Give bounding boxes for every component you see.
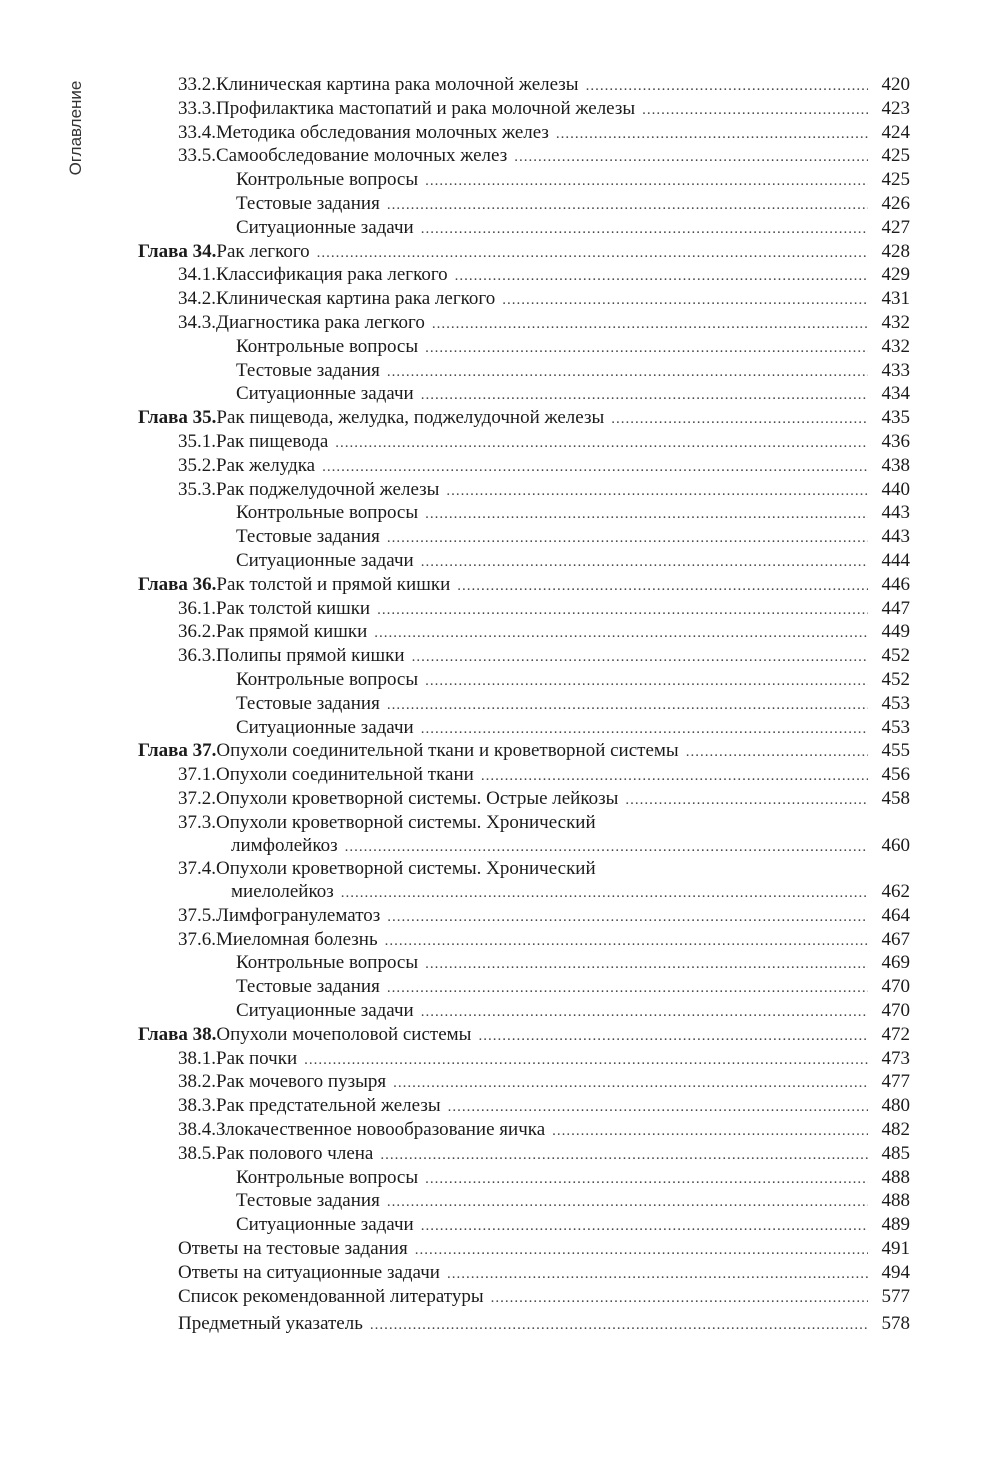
toc-entry-number: 37.1.: [178, 764, 216, 786]
table-of-contents: [138, 74, 910, 1337]
toc-entry-title: Тестовые задания: [236, 692, 380, 714]
toc-entry-line: [138, 740, 910, 764]
toc-entry-title: Рак поджелудочной железы: [216, 478, 440, 500]
toc-entry-title: Тестовые задания: [236, 192, 380, 214]
toc-entry[interactable]: [138, 1286, 910, 1310]
toc-entry-number: 38.1.: [178, 1047, 216, 1069]
toc-entry[interactable]: [138, 764, 910, 788]
toc-entry-number: 36.3.: [178, 645, 216, 667]
toc-entry[interactable]: [138, 455, 910, 479]
running-head: Оглавление: [66, 80, 85, 176]
toc-entry-title: Тестовые задания: [236, 1190, 380, 1212]
toc-page-number: 455: [881, 740, 910, 762]
toc-entry-line: [138, 1190, 910, 1214]
toc-entry[interactable]: [138, 1238, 910, 1262]
toc-entry-number: 37.2.: [178, 787, 216, 809]
toc-entry-title: Ситуационные задачи: [236, 1000, 414, 1022]
toc-entry-number: 38.4.: [178, 1119, 216, 1141]
toc-entry-title: Рак предстательной железы: [216, 1095, 441, 1117]
toc-entry-title: Клиническая картина рака легкого: [216, 288, 496, 310]
toc-entry[interactable]: [138, 360, 910, 384]
dot-leader: [425, 1168, 868, 1191]
toc-chapter-entry[interactable]: [138, 241, 910, 265]
toc-page-number: 449: [881, 621, 910, 643]
toc-entry-line: [138, 1000, 910, 1024]
toc-chapter-entry[interactable]: [138, 740, 910, 764]
toc-entry-line: [138, 574, 910, 598]
toc-entry-title: Рак желудка: [216, 454, 316, 476]
toc-entry-title: Предметный указатель: [178, 1313, 363, 1335]
toc-entry[interactable]: [138, 788, 910, 812]
toc-entry-title: Контрольные вопросы: [236, 1166, 419, 1188]
chapter-number: Глава 38.: [138, 1023, 217, 1045]
toc-entry-line: [138, 858, 910, 881]
toc-entry-title: Злокачественное новообразование яичка: [216, 1119, 546, 1141]
toc-page-number: 462: [881, 881, 910, 903]
toc-entry[interactable]: [138, 1262, 910, 1286]
toc-entry-title: Полипы прямой кишки: [216, 645, 405, 667]
toc-entry[interactable]: [138, 550, 910, 574]
toc-page-number: 438: [881, 454, 910, 476]
dot-leader: [380, 1144, 868, 1167]
toc-entry-line: [138, 1071, 910, 1095]
toc-entry-title: Контрольные вопросы: [236, 668, 419, 690]
toc-entry[interactable]: [138, 1214, 910, 1238]
dot-leader: [412, 646, 868, 669]
dot-leader: [625, 789, 868, 812]
toc-entry[interactable]: [138, 1000, 910, 1024]
toc-entry-number: 33.4.: [178, 121, 216, 143]
toc-entry-title: Ситуационные задачи: [236, 383, 414, 405]
toc-entry-line: [138, 360, 910, 384]
toc-entry-title: Рак толстой кишки: [216, 597, 371, 619]
toc-entry-title: Рак пищевода: [216, 430, 329, 452]
toc-entry-title: Опухоли мочеполовой системы: [216, 1023, 472, 1045]
toc-entry[interactable]: [138, 858, 910, 905]
dot-leader: [415, 1239, 868, 1262]
toc-page-number: 491: [881, 1238, 910, 1260]
toc-page-number: 467: [881, 928, 910, 950]
toc-entry[interactable]: [138, 1048, 910, 1072]
toc-entry-line: [138, 764, 910, 788]
toc-entry[interactable]: [138, 812, 910, 859]
toc-entry-line: [138, 1119, 910, 1143]
dot-leader: [387, 1191, 868, 1214]
toc-page-number: 489: [881, 1214, 910, 1236]
toc-page-number: 433: [881, 359, 910, 381]
dot-leader: [611, 408, 868, 431]
toc-entry-title: Рак мочевого пузыря: [216, 1071, 387, 1093]
dot-leader: [421, 1001, 868, 1024]
toc-page-number: 432: [881, 335, 910, 357]
toc-page-number: 469: [881, 952, 910, 974]
toc-entry-title: Список рекомендованной литературы: [178, 1285, 484, 1307]
toc-entry[interactable]: [138, 1190, 910, 1214]
toc-entry-title: Ситуационные задачи: [236, 549, 414, 571]
toc-entry-line: [138, 407, 910, 431]
toc-entry-number: 33.3.: [178, 97, 216, 119]
toc-entry-line: [138, 952, 910, 976]
toc-entry-line: [138, 217, 910, 241]
toc-page-number: 458: [881, 787, 910, 809]
dot-leader: [425, 953, 868, 976]
toc-entry-title: Ситуационные задачи: [236, 216, 414, 238]
toc-entry-line: [138, 1167, 910, 1191]
dot-leader: [425, 670, 868, 693]
toc-page-number: 578: [881, 1313, 910, 1335]
toc-entry-title: Опухоли кроветворной системы. Хронический: [216, 858, 596, 880]
toc-entry-title-continuation: миелолейкоз: [231, 881, 334, 903]
toc-entry-line: [138, 645, 910, 669]
toc-entry-line: [138, 621, 910, 645]
toc-entry-number: 34.1.: [178, 264, 216, 286]
toc-entry-title: Рак почки: [216, 1047, 298, 1069]
toc-page-number: 420: [881, 74, 910, 95]
toc-entry-line: [138, 122, 910, 146]
toc-entry[interactable]: [138, 717, 910, 741]
toc-entry[interactable]: [138, 526, 910, 550]
toc-entry[interactable]: [138, 929, 910, 953]
toc-entry[interactable]: [138, 905, 910, 929]
toc-page-number: 464: [881, 904, 910, 926]
toc-entry[interactable]: [138, 1167, 910, 1191]
toc-entry-title: Рак пищевода, желудка, поджелудочной железы: [216, 407, 605, 429]
dot-leader: [432, 313, 868, 336]
toc-page-number: 472: [881, 1023, 910, 1045]
toc-entry-line: [138, 312, 910, 336]
toc-entry-line: [138, 264, 910, 288]
toc-page-number: 425: [881, 169, 910, 191]
toc-entry-number: 36.2.: [178, 621, 216, 643]
chapter-number: Глава 34.: [138, 240, 217, 262]
toc-entry-line: [138, 693, 910, 717]
chapter-number: Глава 37.: [138, 740, 217, 762]
toc-entry-title: Лимфогранулематоз: [216, 904, 381, 926]
dot-leader: [393, 1072, 868, 1095]
toc-entry-line: [138, 455, 910, 479]
toc-entry-title: Рак толстой и прямой кишки: [216, 573, 451, 595]
toc-page-number: 444: [881, 549, 910, 571]
toc-entry-line: [138, 929, 910, 953]
toc-entry[interactable]: [138, 479, 910, 503]
toc-entry-line: [138, 526, 910, 550]
toc-page-number: 440: [881, 478, 910, 500]
dot-leader: [317, 242, 868, 265]
toc-entry-number: 38.3.: [178, 1095, 216, 1117]
toc-entry-line: [138, 812, 910, 835]
toc-entry[interactable]: [138, 952, 910, 976]
toc-entry-line: [138, 669, 910, 693]
dot-leader: [491, 1287, 868, 1310]
toc-entry-title: Контрольные вопросы: [236, 502, 419, 524]
dot-leader: [455, 265, 868, 288]
toc-page-number: 428: [881, 240, 910, 262]
toc-entry-number: 38.5.: [178, 1142, 216, 1164]
toc-entry-line: [138, 479, 910, 503]
toc-page-number: 480: [881, 1095, 910, 1117]
toc-entry[interactable]: [138, 336, 910, 360]
toc-entry[interactable]: [138, 312, 910, 336]
toc-entry[interactable]: [138, 169, 910, 193]
toc-page-number: 470: [881, 1000, 910, 1022]
dot-leader: [586, 75, 868, 98]
toc-entry-line: [138, 383, 910, 407]
dot-leader: [345, 836, 868, 859]
toc-page-number: 482: [881, 1119, 910, 1141]
toc-entry[interactable]: [138, 502, 910, 526]
toc-entry-line: [138, 550, 910, 574]
toc-entry-title: Тестовые задания: [236, 526, 380, 548]
toc-entry-title: Рак полового члена: [216, 1142, 374, 1164]
dot-leader: [387, 977, 868, 1000]
toc-entry-title: Ответы на ситуационные задачи: [178, 1261, 440, 1283]
dot-leader: [377, 599, 868, 622]
toc-entry-title: Ответы на тестовые задания: [178, 1238, 408, 1260]
toc-entry[interactable]: [138, 431, 910, 455]
toc-entry[interactable]: [138, 1095, 910, 1119]
toc-entry-line: [138, 905, 910, 929]
toc-entry-line: [138, 835, 910, 859]
dot-leader: [335, 432, 868, 455]
dot-leader: [446, 480, 868, 503]
toc-page-number: 435: [881, 407, 910, 429]
toc-entry[interactable]: [138, 645, 910, 669]
dot-leader: [387, 361, 868, 384]
toc-page-number: 446: [881, 573, 910, 595]
toc-chapter-entry[interactable]: [138, 407, 910, 431]
toc-entry-line: [138, 1048, 910, 1072]
dot-leader: [425, 337, 868, 360]
dot-leader: [421, 1215, 868, 1238]
dot-leader: [341, 882, 868, 905]
toc-entry-line: [138, 1214, 910, 1238]
dot-leader: [502, 289, 868, 312]
toc-entry[interactable]: [138, 74, 910, 98]
toc-entry-line: [138, 502, 910, 526]
toc-entry-number: 37.5.: [178, 904, 216, 926]
toc-entry-title: Опухоли кроветворной системы. Хронический: [216, 811, 596, 833]
dot-leader: [552, 1120, 868, 1143]
toc-entry-title: Классификация рака легкого: [216, 264, 448, 286]
toc-entry-line: [138, 98, 910, 122]
toc-entry-title: Тестовые задания: [236, 976, 380, 998]
toc-page-number: 434: [881, 383, 910, 405]
toc-entry-line: [138, 74, 910, 98]
chapter-number: Глава 36.: [138, 573, 217, 595]
toc-entry[interactable]: [138, 98, 910, 122]
toc-entry-line: [138, 241, 910, 265]
toc-page-number: 443: [881, 502, 910, 524]
toc-entry[interactable]: [138, 669, 910, 693]
toc-page-number: 577: [881, 1285, 910, 1307]
toc-entry-line: [138, 1286, 910, 1310]
toc-page-number: 470: [881, 976, 910, 998]
toc-entry-title: Методика обследования молочных желез: [216, 121, 549, 143]
toc-entry-title: Диагностика рака легкого: [216, 311, 425, 333]
dot-leader: [387, 906, 868, 929]
toc-page-number: 485: [881, 1142, 910, 1164]
dot-leader: [421, 384, 868, 407]
toc-entry-line: [138, 288, 910, 312]
toc-page-number: 488: [881, 1190, 910, 1212]
dot-leader: [421, 551, 868, 574]
toc-entry-line: [138, 431, 910, 455]
toc-entry-number: 33.2.: [178, 74, 216, 95]
toc-entry-line: [138, 169, 910, 193]
toc-entry-number: 36.1.: [178, 597, 216, 619]
dot-leader: [421, 718, 868, 741]
dot-leader: [374, 622, 868, 645]
toc-entry[interactable]: [138, 976, 910, 1000]
toc-entry-line: [138, 717, 910, 741]
toc-entry-number: 37.3.: [178, 811, 216, 833]
dot-leader: [642, 99, 868, 122]
toc-entry[interactable]: [138, 122, 910, 146]
toc-entry[interactable]: [138, 288, 910, 312]
toc-entry[interactable]: [138, 1313, 910, 1337]
dot-leader: [457, 575, 868, 598]
toc-entry-title: Контрольные вопросы: [236, 335, 419, 357]
toc-entry-title: Профилактика мастопатий и рака молочной железы: [216, 97, 636, 119]
dot-leader: [387, 194, 868, 217]
dot-leader: [370, 1314, 868, 1337]
dot-leader: [304, 1049, 868, 1072]
toc-entry[interactable]: [138, 598, 910, 622]
toc-entry-title: Ситуационные задачи: [236, 1214, 414, 1236]
toc-page-number: 453: [881, 716, 910, 738]
dot-leader: [478, 1025, 868, 1048]
dot-leader: [425, 503, 868, 526]
toc-entry-number: 37.6.: [178, 928, 216, 950]
dot-leader: [481, 765, 868, 788]
dot-leader: [447, 1263, 868, 1286]
toc-entry-title: Рак прямой кишки: [216, 621, 368, 643]
toc-entry-title: Опухоли кроветворной системы. Острые лейкозы: [216, 787, 619, 809]
toc-entry-line: [138, 976, 910, 1000]
toc-entry-title: Тестовые задания: [236, 359, 380, 381]
toc-entry-title: Опухоли соединительной ткани: [216, 764, 474, 786]
dot-leader: [448, 1096, 868, 1119]
toc-page-number: 477: [881, 1071, 910, 1093]
toc-entry-line: [138, 1313, 910, 1337]
dot-leader: [387, 527, 868, 550]
toc-page-number: 425: [881, 145, 910, 167]
toc-page-number: 453: [881, 692, 910, 714]
toc-entry-title: Самообследование молочных желез: [216, 145, 508, 167]
toc-entry-line: [138, 788, 910, 812]
toc-entry-line: [138, 1024, 910, 1048]
toc-entry[interactable]: [138, 193, 910, 217]
dot-leader: [425, 170, 868, 193]
toc-entry[interactable]: [138, 145, 910, 169]
toc-entry-title: Опухоли соединительной ткани и кроветворной системы: [216, 740, 679, 762]
dot-leader: [387, 694, 868, 717]
toc-entry-line: [138, 1095, 910, 1119]
toc-page-number: 427: [881, 216, 910, 238]
toc-page-number: 456: [881, 764, 910, 786]
toc-entry-number: 34.3.: [178, 311, 216, 333]
toc-entry[interactable]: [138, 693, 910, 717]
toc-entry-line: [138, 598, 910, 622]
toc-page-number: 473: [881, 1047, 910, 1069]
toc-entry-title: Миеломная болезнь: [216, 928, 378, 950]
toc-entry-title: Ситуационные задачи: [236, 716, 414, 738]
toc-entry[interactable]: [138, 383, 910, 407]
toc-entry[interactable]: [138, 264, 910, 288]
toc-page-number: 447: [881, 597, 910, 619]
toc-entry[interactable]: [138, 217, 910, 241]
dot-leader: [686, 741, 868, 764]
toc-chapter-entry[interactable]: [138, 1024, 910, 1048]
toc-entry-line: [138, 1143, 910, 1167]
toc-page-number: 432: [881, 311, 910, 333]
toc-entry-number: 37.4.: [178, 858, 216, 880]
toc-page-number: 443: [881, 526, 910, 548]
toc-entry-title: Рак легкого: [216, 240, 310, 262]
toc-entry-line: [138, 336, 910, 360]
dot-leader: [514, 146, 868, 169]
toc-chapter-entry[interactable]: [138, 574, 910, 598]
toc-entry-number: 35.2.: [178, 454, 216, 476]
toc-entry-line: [138, 1238, 910, 1262]
toc-page-number: 429: [881, 264, 910, 286]
toc-page-number: 426: [881, 192, 910, 214]
toc-entry-title: Контрольные вопросы: [236, 952, 419, 974]
toc-page-number: 424: [881, 121, 910, 143]
dot-leader: [322, 456, 868, 479]
toc-entry-number: 35.1.: [178, 430, 216, 452]
toc-page-number: 436: [881, 430, 910, 452]
toc-entry[interactable]: [138, 621, 910, 645]
toc-entry-number: 34.2.: [178, 288, 216, 310]
toc-page-number: 488: [881, 1166, 910, 1188]
toc-entry[interactable]: [138, 1143, 910, 1167]
dot-leader: [556, 123, 868, 146]
toc-entry[interactable]: [138, 1071, 910, 1095]
toc-entry-line: [138, 145, 910, 169]
toc-page-number: 452: [881, 645, 910, 667]
toc-entry-line: [138, 881, 910, 905]
toc-page-number: 431: [881, 288, 910, 310]
toc-entry-title: Клиническая картина рака молочной железы: [216, 74, 579, 95]
toc-page-number: 460: [881, 834, 910, 856]
toc-entry-title: Контрольные вопросы: [236, 169, 419, 191]
toc-entry-title-continuation: лимфолейкоз: [231, 834, 338, 856]
dot-leader: [421, 218, 868, 241]
toc-page-number: 494: [881, 1261, 910, 1283]
toc-entry-number: 35.3.: [178, 478, 216, 500]
dot-leader: [385, 930, 868, 953]
toc-entry-number: 38.2.: [178, 1071, 216, 1093]
toc-page-number: 452: [881, 668, 910, 690]
toc-entry-line: [138, 1262, 910, 1286]
toc-entry[interactable]: [138, 1119, 910, 1143]
toc-entry-number: 33.5.: [178, 145, 216, 167]
toc-entry-line: [138, 193, 910, 217]
toc-page-number: 423: [881, 97, 910, 119]
chapter-number: Глава 35.: [138, 407, 217, 429]
